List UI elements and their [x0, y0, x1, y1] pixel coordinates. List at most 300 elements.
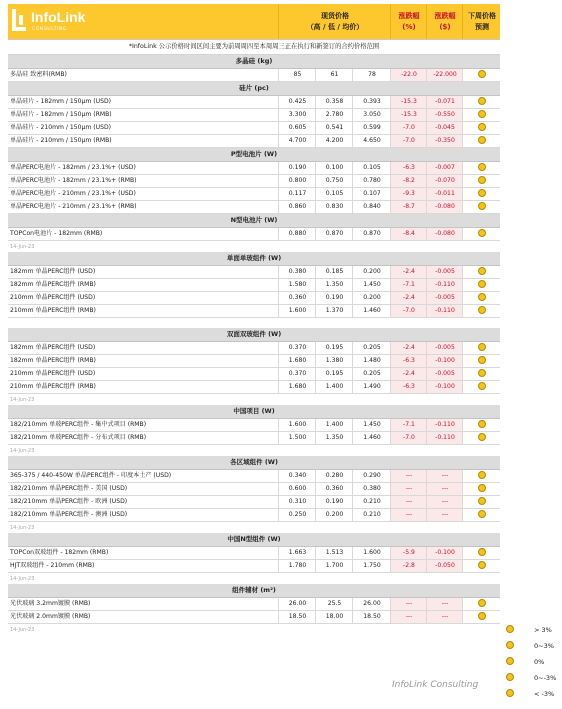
section-date: 14-Jun-23 [10, 397, 35, 403]
change-abs: --- [426, 483, 463, 495]
change-pct: -7.0 [390, 122, 427, 134]
forecast-cell [462, 279, 501, 291]
price-high: 0.370 [278, 342, 316, 354]
change-abs: -0.011 [426, 188, 463, 200]
product-name: 182mm 单晶PERC组件 (RMB) [10, 281, 96, 288]
change-abs: -0.007 [426, 162, 463, 174]
price-avg: 18.50 [352, 611, 391, 623]
price-avg: 1.450 [352, 279, 391, 291]
price-low: 1.400 [315, 381, 353, 393]
table-row [8, 611, 500, 624]
price-avg: 1.460 [352, 432, 391, 444]
change-pct-header [390, 4, 427, 39]
price-avg: 1.460 [352, 305, 391, 317]
price-low: 1.400 [315, 419, 353, 431]
price-avg: 0.105 [352, 162, 391, 174]
forecast-cell [462, 547, 501, 559]
forecast-cell [462, 355, 501, 367]
product-name: 单晶硅片 - 210mm / 150μm (USD) [10, 124, 112, 131]
price-low: 0.185 [315, 266, 353, 278]
neutral-face-icon [478, 280, 486, 288]
change-pct-label: 涨跌幅 [398, 11, 420, 20]
product-name: 单晶PERC电池片 - 182mm / 23.1%+ (USD) [10, 164, 136, 171]
price-high: 1.680 [278, 355, 316, 367]
price-avg: 1.490 [352, 381, 391, 393]
table-row [8, 509, 500, 522]
table-header [8, 4, 500, 40]
price-low: 0.195 [315, 368, 353, 380]
forecast-cell [462, 188, 501, 200]
legend-label: 0~3% [534, 642, 554, 650]
forecast-cell [462, 292, 501, 304]
section-header: 双面双玻组件 (W) [8, 328, 500, 342]
watermark: InfoLink Consulting [392, 680, 479, 690]
price-avg: 0.200 [352, 266, 391, 278]
price-avg: 78 [352, 69, 391, 81]
product-name: 单晶PERC电池片 - 210mm / 23.1%+ (USD) [10, 190, 136, 197]
forecast-cell [462, 483, 501, 495]
forecast-cell [462, 122, 501, 134]
legend-item [503, 654, 559, 670]
sad-face-icon [478, 163, 486, 171]
neutral-face-icon [478, 484, 486, 492]
price-avg: 1.600 [352, 547, 391, 559]
table-row [8, 496, 500, 509]
price-low: 25.5 [315, 598, 353, 610]
forecast-cell [462, 342, 501, 354]
legend-item [503, 638, 559, 654]
price-avg: 0.290 [352, 470, 391, 482]
neutral-face-icon [478, 612, 486, 620]
forecast-cell [462, 419, 501, 431]
price-table [8, 4, 500, 635]
change-pct: -2.4 [390, 368, 427, 380]
forecast-cell [462, 560, 501, 572]
table-row [8, 483, 500, 496]
change-abs: -0.005 [426, 368, 463, 380]
change-abs: -0.050 [426, 560, 463, 572]
forecast-cell [462, 496, 501, 508]
table-row [8, 162, 500, 175]
change-pct: --- [390, 470, 427, 482]
section-date: 14-Jun-23 [10, 576, 35, 582]
section-date: 14-Jun-23 [10, 448, 35, 454]
price-high: 0.340 [278, 470, 316, 482]
forecast-cell [462, 509, 501, 521]
forecast-cell [462, 96, 501, 108]
product-name: 182mm 单晶PERC组件 (RMB) [10, 357, 96, 364]
change-abs: --- [426, 598, 463, 610]
sad-face-icon [506, 689, 514, 697]
product-name: 182/210mm 单晶PERC组件 - 欧洲 (USD) [10, 498, 128, 505]
table-row [8, 560, 500, 573]
legend-label: > 3% [534, 626, 552, 634]
forecast-cell [462, 470, 501, 482]
price-low: 1.380 [315, 355, 353, 367]
table-row [8, 432, 500, 445]
section-header: 组件辅材 (m²) [8, 584, 500, 598]
price-high: 18.50 [278, 611, 316, 623]
table-row [8, 201, 500, 214]
price-low: 1.350 [315, 279, 353, 291]
price-low: 61 [315, 69, 353, 81]
forecast-header [462, 4, 501, 39]
forecast-legend [503, 622, 559, 702]
price-high: 0.360 [278, 292, 316, 304]
table-row [8, 598, 500, 611]
change-pct: -15.3 [390, 96, 427, 108]
table-row [8, 547, 500, 560]
price-avg: 0.205 [352, 368, 391, 380]
change-pct: -7.1 [390, 279, 427, 291]
price-high: 0.860 [278, 201, 316, 213]
change-abs: -22.000 [426, 69, 463, 81]
sad-face-icon [478, 229, 486, 237]
neutral-face-icon [478, 306, 486, 314]
change-abs: -0.350 [426, 135, 463, 147]
change-abs: -0.100 [426, 355, 463, 367]
price-avg: 0.210 [352, 496, 391, 508]
table-row [8, 135, 500, 148]
legend-label: 0~-3% [534, 674, 557, 682]
price-low: 1.350 [315, 432, 353, 444]
table-row [8, 470, 500, 483]
neutral-face-icon [478, 70, 486, 78]
table-row [8, 188, 500, 201]
sad-face-icon [478, 97, 486, 105]
spot-price-label: 现货价格 [321, 11, 349, 20]
price-high: 0.880 [278, 228, 316, 240]
change-abs: -0.005 [426, 266, 463, 278]
product-name: 210mm 单晶PERC组件 (USD) [10, 370, 96, 377]
price-low: 1.513 [315, 547, 353, 559]
sad-face-icon [478, 189, 486, 197]
product-name: 多晶硅 致密料(RMB) [10, 71, 67, 78]
product-name: 182/210mm 单晶PERC组件 - 美国 (USD) [10, 485, 128, 492]
brand-subtitle: CONSULTING [32, 27, 68, 32]
forecast-cell [462, 69, 501, 81]
price-high: 3.300 [278, 109, 316, 121]
product-name: 光伏玻璃 2.0mm镀膜 (RMB) [10, 613, 91, 620]
neutral-face-icon [478, 561, 486, 569]
price-low: 0.100 [315, 162, 353, 174]
section-header: 硅片 (pc) [8, 82, 500, 96]
product-name: 182/210mm 单玻PERC组件 - 分布式项目 (RMB) [10, 434, 147, 441]
legend-item [503, 670, 559, 686]
change-pct: --- [390, 611, 427, 623]
forecast-cell [462, 266, 501, 278]
change-pct: -8.7 [390, 201, 427, 213]
neutral-face-icon [478, 471, 486, 479]
change-usd-header [426, 4, 463, 39]
price-avg: 0.205 [352, 342, 391, 354]
spot-price-sublabel: （高 / 低 / 均价） [306, 22, 364, 31]
product-name: TOPCon双玻组件 - 182mm (RMB) [10, 549, 109, 556]
legend-label: 0% [534, 658, 545, 666]
table-row [8, 342, 500, 355]
table-row [8, 69, 500, 82]
price-high: 1.600 [278, 305, 316, 317]
price-high: 0.190 [278, 162, 316, 174]
sad-face-icon [478, 202, 486, 210]
change-pct: -7.1 [390, 419, 427, 431]
price-low: 0.358 [315, 96, 353, 108]
price-avg: 0.380 [352, 483, 391, 495]
forecast-cell [462, 109, 501, 121]
price-low: 2.780 [315, 109, 353, 121]
change-pct: -2.4 [390, 292, 427, 304]
price-low: 0.870 [315, 228, 353, 240]
price-avg: 0.599 [352, 122, 391, 134]
infolink-logo [12, 7, 120, 35]
change-abs: -0.070 [426, 175, 463, 187]
change-pct: -6.3 [390, 162, 427, 174]
price-high: 0.425 [278, 96, 316, 108]
sad-face-icon [478, 267, 486, 275]
price-high: 0.310 [278, 496, 316, 508]
forecast-cell [462, 432, 501, 444]
price-avg: 1.480 [352, 355, 391, 367]
neutral-face-icon [506, 657, 514, 665]
change-abs: -0.100 [426, 381, 463, 393]
forecast-cell [462, 598, 501, 610]
legend-label: < -3% [534, 690, 555, 698]
price-high: 4.700 [278, 135, 316, 147]
change-pct: -2.4 [390, 266, 427, 278]
price-avg: 1.750 [352, 560, 391, 572]
change-abs: --- [426, 509, 463, 521]
change-abs: -0.071 [426, 96, 463, 108]
change-pct: --- [390, 483, 427, 495]
neutral-face-icon [478, 599, 486, 607]
table-row [8, 175, 500, 188]
sad-face-icon [478, 136, 486, 144]
change-pct: -2.8 [390, 560, 427, 572]
price-avg: 0.107 [352, 188, 391, 200]
spot-price-header [278, 4, 391, 39]
sad-face-icon [478, 497, 486, 505]
forecast-label: 下周价格 [468, 11, 496, 20]
change-pct: -8.2 [390, 175, 427, 187]
change-pct: --- [390, 496, 427, 508]
price-high: 0.600 [278, 483, 316, 495]
price-high: 0.117 [278, 188, 316, 200]
price-avg: 3.050 [352, 109, 391, 121]
section-header: 单面单玻组件 (W) [8, 252, 500, 266]
change-usd-label: 涨跌幅 [434, 11, 456, 20]
product-name: 单晶硅片 - 182mm / 150μm (RMB) [10, 111, 112, 118]
price-high: 0.250 [278, 509, 316, 521]
section-header: N型电池片 (W) [8, 214, 500, 228]
product-name: 单晶硅片 - 210mm / 150μm (RMB) [10, 137, 112, 144]
price-high: 1.680 [278, 381, 316, 393]
sad-face-icon [478, 176, 486, 184]
sad-face-icon [478, 369, 486, 377]
change-abs: -0.110 [426, 279, 463, 291]
price-low: 0.750 [315, 175, 353, 187]
table-row [8, 381, 500, 394]
slight-sad-face-icon [506, 673, 514, 681]
product-name: 210mm 单晶PERC组件 (RMB) [10, 307, 96, 314]
price-high: 1.600 [278, 419, 316, 431]
price-low: 0.830 [315, 201, 353, 213]
price-high: 85 [278, 69, 316, 81]
forecast-cell [462, 135, 501, 147]
forecast-cell [462, 611, 501, 623]
sad-face-icon [478, 110, 486, 118]
forecast-cell [462, 368, 501, 380]
price-high: 1.780 [278, 560, 316, 572]
product-name: 单晶硅片 - 182mm / 150μm (USD) [10, 98, 112, 105]
price-low: 0.200 [315, 509, 353, 521]
sad-face-icon [478, 420, 486, 428]
price-high: 1.663 [278, 547, 316, 559]
product-name: TOPCon电池片 - 182mm (RMB) [10, 230, 103, 237]
price-high: 0.380 [278, 266, 316, 278]
sad-face-icon [478, 510, 486, 518]
change-abs: -0.110 [426, 419, 463, 431]
forecast-cell [462, 381, 501, 393]
forecast-cell [462, 201, 501, 213]
sad-face-icon [478, 548, 486, 556]
price-high: 0.800 [278, 175, 316, 187]
price-high: 0.370 [278, 368, 316, 380]
legend-item [503, 622, 559, 638]
price-low: 0.360 [315, 483, 353, 495]
product-name: 单晶PERC电池片 - 182mm / 23.1%+ (RMB) [10, 177, 137, 184]
price-low: 0.105 [315, 188, 353, 200]
change-pct: -15.3 [390, 109, 427, 121]
price-low: 1.370 [315, 305, 353, 317]
table-row [8, 355, 500, 368]
price-avg: 0.200 [352, 292, 391, 304]
table-row [8, 419, 500, 432]
product-name: 365-375 / 440-450W 单晶PERC组件 - 印度本土产 (USD) [10, 472, 172, 479]
change-pct: --- [390, 598, 427, 610]
table-row [8, 96, 500, 109]
price-high: 0.605 [278, 122, 316, 134]
price-avg: 0.780 [352, 175, 391, 187]
price-high: 1.500 [278, 432, 316, 444]
change-abs: -0.080 [426, 201, 463, 213]
section-date: 14-Jun-23 [10, 525, 35, 531]
product-name: 光伏玻璃 3.2mm镀膜 (RMB) [10, 600, 91, 607]
product-name: 单晶PERC电池片 - 210mm / 23.1%+ (RMB) [10, 203, 137, 210]
price-avg: 0.393 [352, 96, 391, 108]
table-row [8, 305, 500, 318]
product-name: 182/210mm 单玻PERC组件 - 集中式项目 (RMB) [10, 421, 147, 428]
table-body [8, 55, 500, 635]
change-pct: -5.9 [390, 547, 427, 559]
change-usd-unit: ($) [439, 22, 451, 31]
price-high: 26.00 [278, 598, 316, 610]
price-low: 0.280 [315, 470, 353, 482]
sad-face-icon [478, 343, 486, 351]
product-name: 182mm 单晶PERC组件 (USD) [10, 268, 96, 275]
change-pct: -7.0 [390, 135, 427, 147]
price-low: 18.00 [315, 611, 353, 623]
sad-face-icon [478, 123, 486, 131]
section-header: 各区域组件 (W) [8, 456, 500, 470]
slight-smile-face-icon [506, 641, 514, 649]
product-name: 210mm 单晶PERC组件 (RMB) [10, 383, 96, 390]
section-date: 14-Jun-23 [10, 244, 35, 250]
change-pct: -2.4 [390, 342, 427, 354]
section-header: 中国项目 (W) [8, 405, 500, 419]
table-row [8, 109, 500, 122]
change-pct: -7.0 [390, 305, 427, 317]
sad-face-icon [478, 356, 486, 364]
forecast-cell [462, 228, 501, 240]
product-name: 210mm 单晶PERC组件 (USD) [10, 294, 96, 301]
price-avg: 26.00 [352, 598, 391, 610]
section-header: 多晶硅 (kg) [8, 55, 500, 69]
price-low: 0.190 [315, 292, 353, 304]
sad-face-icon [478, 433, 486, 441]
brand-name: InfoLink [31, 9, 86, 25]
price-avg: 0.870 [352, 228, 391, 240]
price-low: 4.200 [315, 135, 353, 147]
product-name: HJT双玻组件 - 210mm (RMB) [10, 562, 95, 569]
forecast-cell [462, 162, 501, 174]
change-abs: -0.005 [426, 342, 463, 354]
sad-face-icon [478, 293, 486, 301]
price-high: 1.580 [278, 279, 316, 291]
table-row [8, 266, 500, 279]
price-low: 0.190 [315, 496, 353, 508]
product-name: 182/210mm 单晶PERC组件 - 澳洲 (USD) [10, 511, 128, 518]
change-pct: -8.4 [390, 228, 427, 240]
change-pct: -22.0 [390, 69, 427, 81]
price-note: *InfoLink 公示价格时间区间主要为前周周四至本周周三正在执行和新签订的合约价格范围 [8, 40, 500, 55]
change-pct: -6.3 [390, 355, 427, 367]
table-row [8, 279, 500, 292]
table-row [8, 122, 500, 135]
table-row [8, 292, 500, 305]
price-low: 0.541 [315, 122, 353, 134]
forecast-cell [462, 175, 501, 187]
change-abs: -0.110 [426, 432, 463, 444]
price-avg: 1.450 [352, 419, 391, 431]
section-header: P型电池片 (W) [8, 148, 500, 162]
sad-face-icon [478, 382, 486, 390]
change-abs: -0.045 [426, 122, 463, 134]
change-pct: -9.3 [390, 188, 427, 200]
change-pct: --- [390, 509, 427, 521]
forecast-cell [462, 305, 501, 317]
smile-face-icon [506, 625, 514, 633]
price-low: 1.700 [315, 560, 353, 572]
table-row [8, 368, 500, 381]
infolink-logo-icon [12, 9, 26, 31]
change-pct: -7.0 [390, 432, 427, 444]
forecast-sublabel: 预测 [475, 22, 489, 31]
change-abs: --- [426, 496, 463, 508]
change-abs: -0.005 [426, 292, 463, 304]
product-name: 182mm 单晶PERC组件 (USD) [10, 344, 96, 351]
section-date: 14-Jun-23 [10, 627, 35, 633]
change-pct-unit: (%) [402, 22, 416, 31]
table-row [8, 228, 500, 241]
legend-item [503, 686, 559, 702]
section-header: 中国N型组件 (W) [8, 533, 500, 547]
change-abs: -0.080 [426, 228, 463, 240]
change-abs: -0.550 [426, 109, 463, 121]
price-avg: 0.840 [352, 201, 391, 213]
change-abs: -0.110 [426, 305, 463, 317]
price-low: 0.195 [315, 342, 353, 354]
change-abs: --- [426, 470, 463, 482]
